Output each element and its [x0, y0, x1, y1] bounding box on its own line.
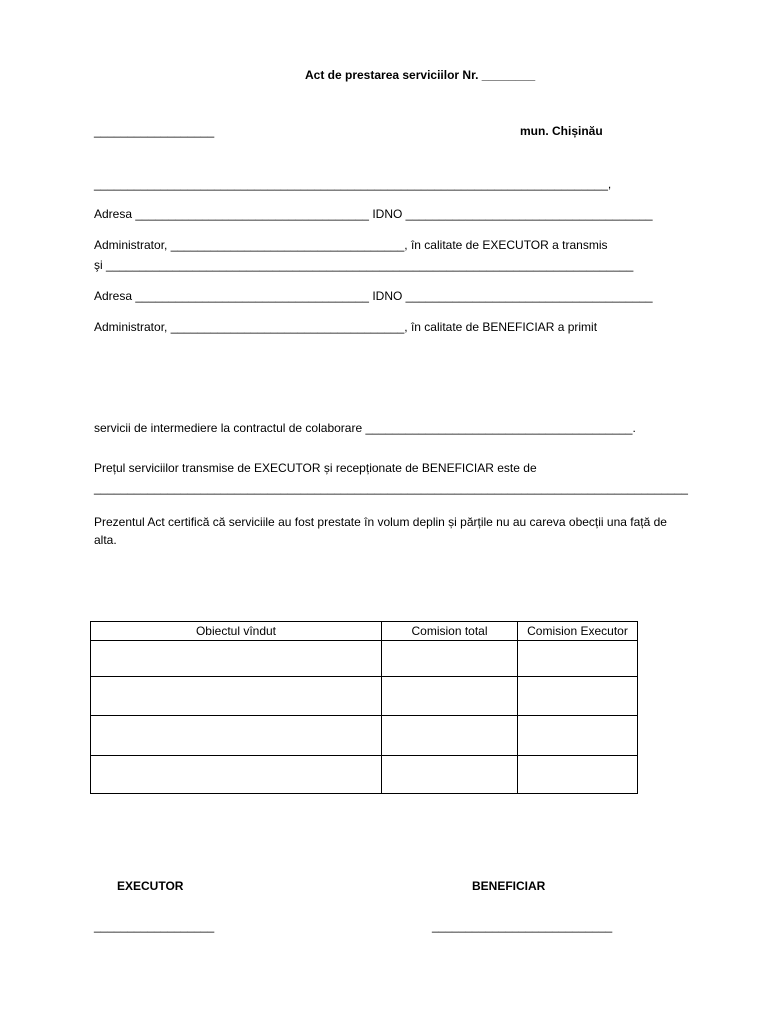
- table-cell[interactable]: [518, 677, 638, 716]
- certification-text: Prezentul Act certifică că serviciile au fost prestate în volum deplin și părțile nu au careva obecții una față de alta.: [94, 515, 667, 547]
- party-name-blank: _____________________________________________________________________________,: [94, 177, 612, 191]
- and-blank: _______________________________________________________________________________: [106, 258, 634, 272]
- services-table: [90, 621, 638, 794]
- table-cell[interactable]: [518, 716, 638, 756]
- beneficiary-signature-label: BENEFICIAR: [472, 879, 546, 893]
- table-cell[interactable]: [382, 641, 518, 677]
- table-cell[interactable]: [91, 716, 382, 756]
- table-header-total-commission: Comision total: [382, 622, 518, 641]
- table-cell[interactable]: [382, 756, 518, 794]
- executor-admin-row: [94, 237, 607, 253]
- and-row: [94, 257, 633, 273]
- executor-role-text: , în calitate de EXECUTOR a transmis: [404, 238, 608, 252]
- beneficiary-address-label: Adresa: [94, 289, 133, 303]
- beneficiary-address-blank: ___________________________________: [135, 289, 369, 303]
- table-cell[interactable]: [518, 641, 638, 677]
- beneficiary-admin-blank: ___________________________________: [170, 320, 405, 334]
- executor-admin-blank: ___________________________________: [170, 238, 405, 252]
- table-row: [91, 716, 638, 756]
- city-label: mun. Chișinău: [520, 124, 603, 138]
- table-header-row: [91, 622, 638, 641]
- beneficiary-admin-row: [94, 319, 597, 335]
- beneficiary-idno-blank: _____________________________________: [405, 289, 653, 303]
- table-row: [91, 756, 638, 794]
- table-header-executor-commission: Comision Executor: [518, 622, 638, 641]
- table-cell[interactable]: [382, 677, 518, 716]
- table-row: [91, 677, 638, 716]
- beneficiary-signature-blank: ___________________________: [432, 919, 613, 933]
- table-cell[interactable]: [518, 756, 638, 794]
- executor-address-row: [94, 206, 653, 222]
- table-row: [91, 641, 638, 677]
- executor-address-blank: ___________________________________: [135, 207, 369, 221]
- executor-signature-label: EXECUTOR: [117, 879, 184, 893]
- table-header-object: Obiectul vîndut: [91, 622, 382, 641]
- date-blank: __________________: [94, 124, 215, 138]
- executor-address-label: Adresa: [94, 207, 133, 221]
- executor-admin-label: Administrator,: [94, 238, 168, 252]
- services-row: [94, 420, 636, 436]
- price-text: Prețul serviciilor transmise de EXECUTOR și recepționate de BENEFICIAR este de: [94, 461, 537, 475]
- services-text: servicii de intermediere la contractul de colaborare: [94, 421, 363, 435]
- beneficiary-idno-label: IDNO: [372, 289, 403, 303]
- beneficiary-role-text: , în calitate de BENEFICIAR a primit: [404, 320, 598, 334]
- table-cell[interactable]: [91, 677, 382, 716]
- executor-idno-label: IDNO: [372, 207, 403, 221]
- document-title: Act de prestarea serviciilor Nr. ________: [305, 68, 536, 82]
- table-cell[interactable]: [382, 716, 518, 756]
- price-blank: _________________________________________________________________________________________: [94, 481, 688, 495]
- executor-idno-blank: _____________________________________: [405, 207, 653, 221]
- beneficiary-admin-label: Administrator,: [94, 320, 168, 334]
- and-label: şi: [94, 258, 103, 272]
- executor-signature-blank: __________________: [94, 919, 215, 933]
- table-cell[interactable]: [91, 641, 382, 677]
- beneficiary-address-row: [94, 288, 653, 304]
- services-blank: ________________________________________.: [365, 421, 636, 435]
- table-cell[interactable]: [91, 756, 382, 794]
